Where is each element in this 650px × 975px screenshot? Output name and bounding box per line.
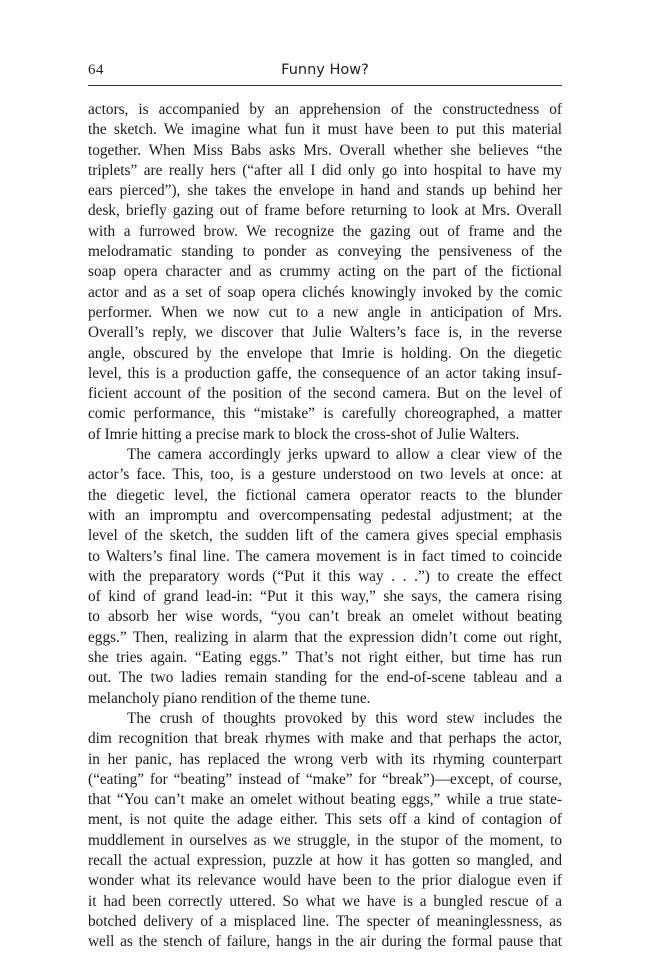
text-line: in her panic, has replaced the wrong verb with its rhyming counterpart [88, 750, 562, 768]
text-line: well as the stench of failure, hangs in the air during the formal pause that [88, 933, 562, 951]
text-line: melodramatic standing to ponder as conveying the pensiveness of the [88, 243, 562, 261]
text-line: soap opera character and as crummy acting on the part of the fictional [88, 263, 562, 281]
text-line: triplets” are really hers (“after all I did only go into hospital to have my [88, 161, 562, 179]
text-line: eggs.” Then, realizing in alarm that the expression didn’t come out right, [88, 628, 562, 646]
text-line: actors, is accompanied by an apprehension of the constructedness of [88, 101, 562, 118]
text-line: comic performance, this “mistake” is carefully choreographed, a matter [88, 405, 562, 423]
text-line: with the preparatory words (“Put it this way . . .”) to create the effect [88, 567, 562, 585]
text-line: that “You can’t make an omelet without beating eggs,” while a true state- [88, 791, 562, 809]
text-line: out. The two ladies remain standing for the end-of-scene tableau and a [88, 669, 562, 687]
text-line: of Imrie hitting a precise mark to block the cross-shot of Julie Walters. [88, 425, 520, 443]
text-line: dim recognition that break rhymes with make and that perhaps the actor, [88, 730, 562, 748]
text-line: The camera accordingly jerks upward to allow a clear view of the [127, 446, 562, 464]
text-line: it had been correctly uttered. So what we have is a bungled rescue of a [88, 892, 562, 910]
text-line: botched delivery of a misplaced line. The specter of meaninglessness, as [88, 912, 562, 930]
text-line: melancholy piano rendition of the theme tune. [88, 689, 371, 707]
text-line: the diegetic level, the fictional camera operator reacts to the blunder [88, 486, 562, 504]
text-line: recall the actual expression, puzzle at how it has gotten so mangled, and [88, 851, 562, 869]
text-line: wonder what its relevance would have been to the prior dialogue even if [88, 872, 562, 890]
text-line: actor’s face. This, too, is a gesture understood on two levels at once: at [88, 466, 562, 484]
text-line: together. When Miss Babs asks Mrs. Overall whether she believes “the [88, 141, 562, 159]
text-line: level, this is a production gaffe, the consequence of an actor taking insuf- [88, 364, 562, 382]
paragraph [88, 100, 562, 445]
paragraph [88, 709, 562, 953]
body-text [88, 100, 562, 952]
header-rule [88, 85, 562, 86]
text-line: angle, obscured by the envelope that Imrie is holding. On the diegetic [88, 344, 562, 362]
text-line: to Walters’s final line. The camera movement is in fact timed to coincide [88, 547, 562, 565]
text-line: with an impromptu and overcompensating pedestal adjustment; at the [88, 506, 562, 524]
running-head: Funny How? [281, 62, 369, 78]
text-line: The crush of thoughts provoked by this word stew includes the [127, 709, 562, 727]
text-line: (“eating” for “beating” instead of “make” for “break”)—except, of course, [88, 770, 562, 788]
text-line: ment, is not quite the adage either. This sets off a kind of contagion of [88, 811, 562, 829]
text-line: the sketch. We imagine what fun it must have been to put this material [88, 121, 562, 139]
text-line: desk, briefly gazing out of frame before returning to look at Mrs. Overall [88, 202, 562, 220]
text-line: ears pierced”), she takes the envelope in hand and stands up behind her [88, 182, 562, 200]
text-line: Overall’s reply, we discover that Julie Walters’s face is, in the reverse [88, 324, 562, 342]
text-line: level of the sketch, the sudden lift of the camera gives special emphasis [88, 527, 562, 545]
page-header [88, 62, 562, 86]
text-line: muddlement in ourselves as we struggle, in the stupor of the moment, to [88, 831, 562, 849]
text-line: she tries again. “Eating eggs.” That’s not right either, but time has run [88, 649, 562, 667]
text-line: performer. When we now cut to a new angle in anticipation of Mrs. [88, 303, 562, 321]
text-line: of kind of grand lead-in: “Put it this way,” she says, the camera rising [88, 588, 562, 606]
text-line: to absorb her wise words, “you can’t break an omelet without beating [88, 608, 562, 626]
text-line: with a furrowed brow. We recognize the gazing out of frame and the [88, 222, 562, 240]
page-number: 64 [88, 62, 104, 78]
text-line: actor and as a set of soap opera clichés knowingly invoked by the comic [88, 283, 562, 301]
text-line: ficient account of the position of the second camera. But on the level of [88, 385, 562, 403]
paragraph [88, 445, 562, 709]
